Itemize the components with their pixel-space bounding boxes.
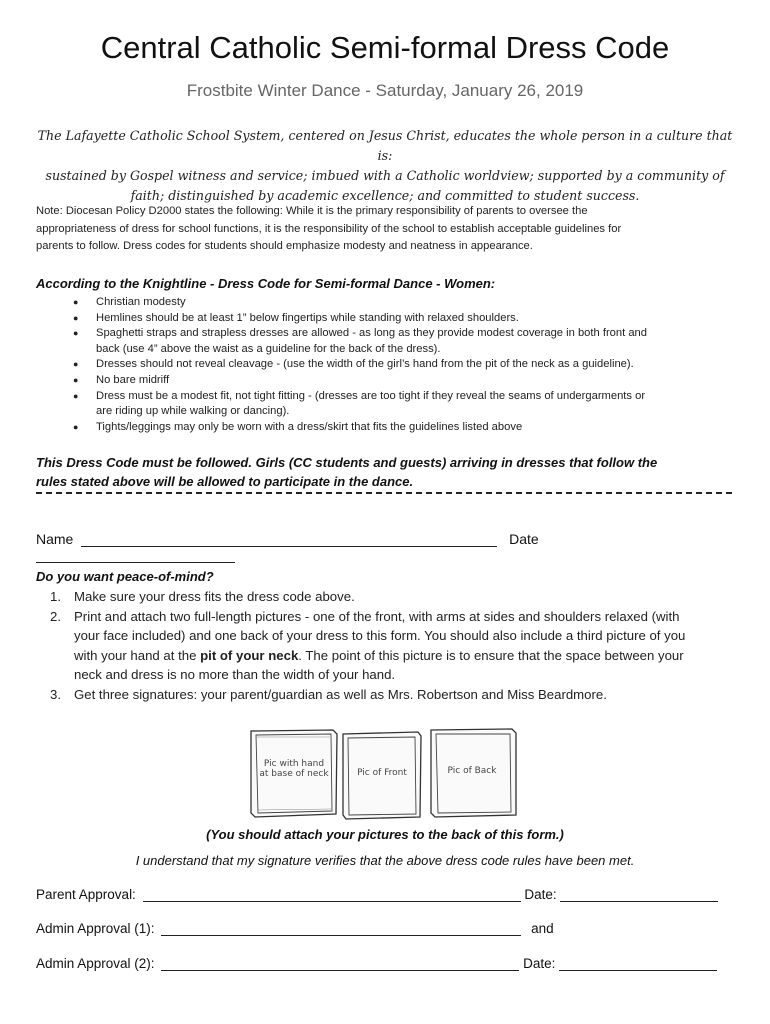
picture-label <box>337 768 427 778</box>
parent-date-field[interactable] <box>560 887 718 902</box>
step-text: Make sure your dress fits the dress code above. <box>74 589 355 604</box>
attach-pictures-note: (You should attach your pictures to the back of this form.) <box>206 827 564 842</box>
peace-of-mind-steps <box>36 587 726 704</box>
mission-line: The Lafayette Catholic School System, centered on Jesus Christ, educates the whole person in a culture that is: <box>37 128 733 163</box>
admin-2-date-field[interactable] <box>559 956 717 971</box>
rule-text: ● Christian modesty <box>96 296 186 308</box>
step-text: your face included) and one back of your dress to this form. You should also include a third picture of you <box>74 628 686 643</box>
signature-acknowledgement: I understand that my signature verifies that the above dress code rules have been met. <box>135 853 635 868</box>
rule-item <box>96 357 726 373</box>
step-text: Print and attach two full-length pictures - one of the front, with arms at sides and shoulders relaxed (with <box>74 608 680 624</box>
requirement-line: This Dress Code must be followed. Girls (CC students and guests) arriving in dresses that follow the <box>36 455 658 470</box>
rule-text: ● Spaghetti straps and strapless dresses are allowed - as long as they provide modest coverage in both front and <box>96 327 647 340</box>
rule-text: ● Dress must be a modest fit, not tight fitting - (dresses are too tight if they reveal the seams of undergarments or <box>96 389 646 402</box>
parent-signature-field[interactable] <box>143 887 521 902</box>
admin-approval-2-label: Admin Approval (2): <box>36 956 155 971</box>
step-text: Get three signatures: your parent/guardian as well as Mrs. Robertson and Miss Beardmore. <box>74 686 607 702</box>
step-number: 2. <box>50 608 61 624</box>
step-item <box>36 685 726 705</box>
parent-approval-row <box>36 887 736 902</box>
dress-code-rules <box>96 295 726 435</box>
admin-1-signature-field[interactable] <box>161 921 521 936</box>
picture-placeholder-back <box>428 727 520 821</box>
rule-item <box>96 326 726 357</box>
requirement-line: rules stated above will be allowed to participate in the dance. <box>36 474 414 489</box>
rule-item <box>96 373 726 389</box>
and-label: and <box>531 921 554 936</box>
admin-approval-1-label: Admin Approval (1): <box>36 921 155 936</box>
rule-item <box>96 311 726 327</box>
picture-label-line: Pic with hand <box>263 759 325 769</box>
step-number: 3. <box>50 686 61 702</box>
date-field[interactable] <box>36 547 235 563</box>
step-text: neck and dress is no more than the width of your hand. <box>74 667 396 682</box>
dress-code-requirement <box>36 453 736 491</box>
step-number: 1. <box>50 589 61 604</box>
note-line: appropriateness of dress for school functions, it is the responsibility of the school to establish acceptable guidelines for <box>36 222 622 235</box>
admin-2-date-label: Date: <box>523 956 556 971</box>
mission-line: faith; distinguished by academic excellence; and committed to student success. <box>130 188 640 203</box>
cut-line-divider <box>36 492 732 502</box>
mission-line: sustained by Gospel witness and service; imbued with a Catholic worldview; supported by a community of <box>45 168 725 183</box>
picture-placeholder-neck <box>247 728 341 820</box>
rule-text: ● Dresses should not reveal cleavage - (use the width of the girl’s hand from the pit of the neck as a guideline). <box>96 358 634 371</box>
rule-text: ● No bare midriff <box>96 373 170 386</box>
name-date-row <box>36 531 736 563</box>
note-line: parents to follow. Dress codes for students should emphasize modesty and neatness in appearance. <box>36 240 533 252</box>
step-item <box>36 587 726 607</box>
rule-text: ● Tights/leggings may only be worn with a dress/skirt that fits the guidelines listed above <box>96 420 523 433</box>
picture-label <box>427 766 517 776</box>
rules-heading: According to the Knightline - Dress Code for Semi-formal Dance - Women: <box>36 276 496 291</box>
rule-text: back (use 4” above the waist as a guideline for the back of the dress). <box>96 342 441 355</box>
admin-approval-1-row <box>36 921 736 936</box>
picture-label <box>249 759 339 779</box>
step-text-part: . The point of this picture is to ensure that the space between your <box>298 647 684 663</box>
step-item <box>36 607 726 685</box>
page-title: Central Catholic Semi-formal Dress Code <box>100 30 670 65</box>
event-subtitle: Frostbite Winter Dance - Saturday, January 26, 2019 <box>186 81 584 100</box>
rule-text: ● Hemlines should be at least 1” below fingertips while standing with relaxed shoulders. <box>96 311 519 324</box>
step-text-bold: pit of your neck <box>200 647 299 663</box>
step-text <box>74 646 726 666</box>
parent-approval-label: Parent Approval: <box>36 887 136 902</box>
note-line: Note: Diocesan Policy D2000 states the following: While it is the primary responsibility of parents to oversee the <box>36 205 588 217</box>
parent-date-label: Date: <box>524 887 557 902</box>
rule-item <box>96 295 726 311</box>
picture-label-line: at base of neck <box>259 769 329 779</box>
picture-label-line: Pic of Front <box>357 768 407 778</box>
policy-note <box>36 203 736 256</box>
picture-placeholder-front <box>340 730 424 822</box>
peace-of-mind-heading: Do you want peace-of-mind? <box>36 569 214 584</box>
admin-2-signature-field[interactable] <box>161 956 519 971</box>
picture-label-line: Pic of Back <box>447 766 497 776</box>
rule-text: are riding up while walking or dancing). <box>96 405 290 418</box>
date-label: Date <box>509 531 539 547</box>
name-label: Name <box>36 531 74 547</box>
step-text-part: with your hand at the <box>74 647 201 663</box>
name-field[interactable] <box>81 531 497 547</box>
admin-approval-2-row <box>36 956 736 971</box>
rule-item <box>96 420 726 436</box>
mission-statement <box>34 126 736 206</box>
rule-item <box>96 389 726 420</box>
